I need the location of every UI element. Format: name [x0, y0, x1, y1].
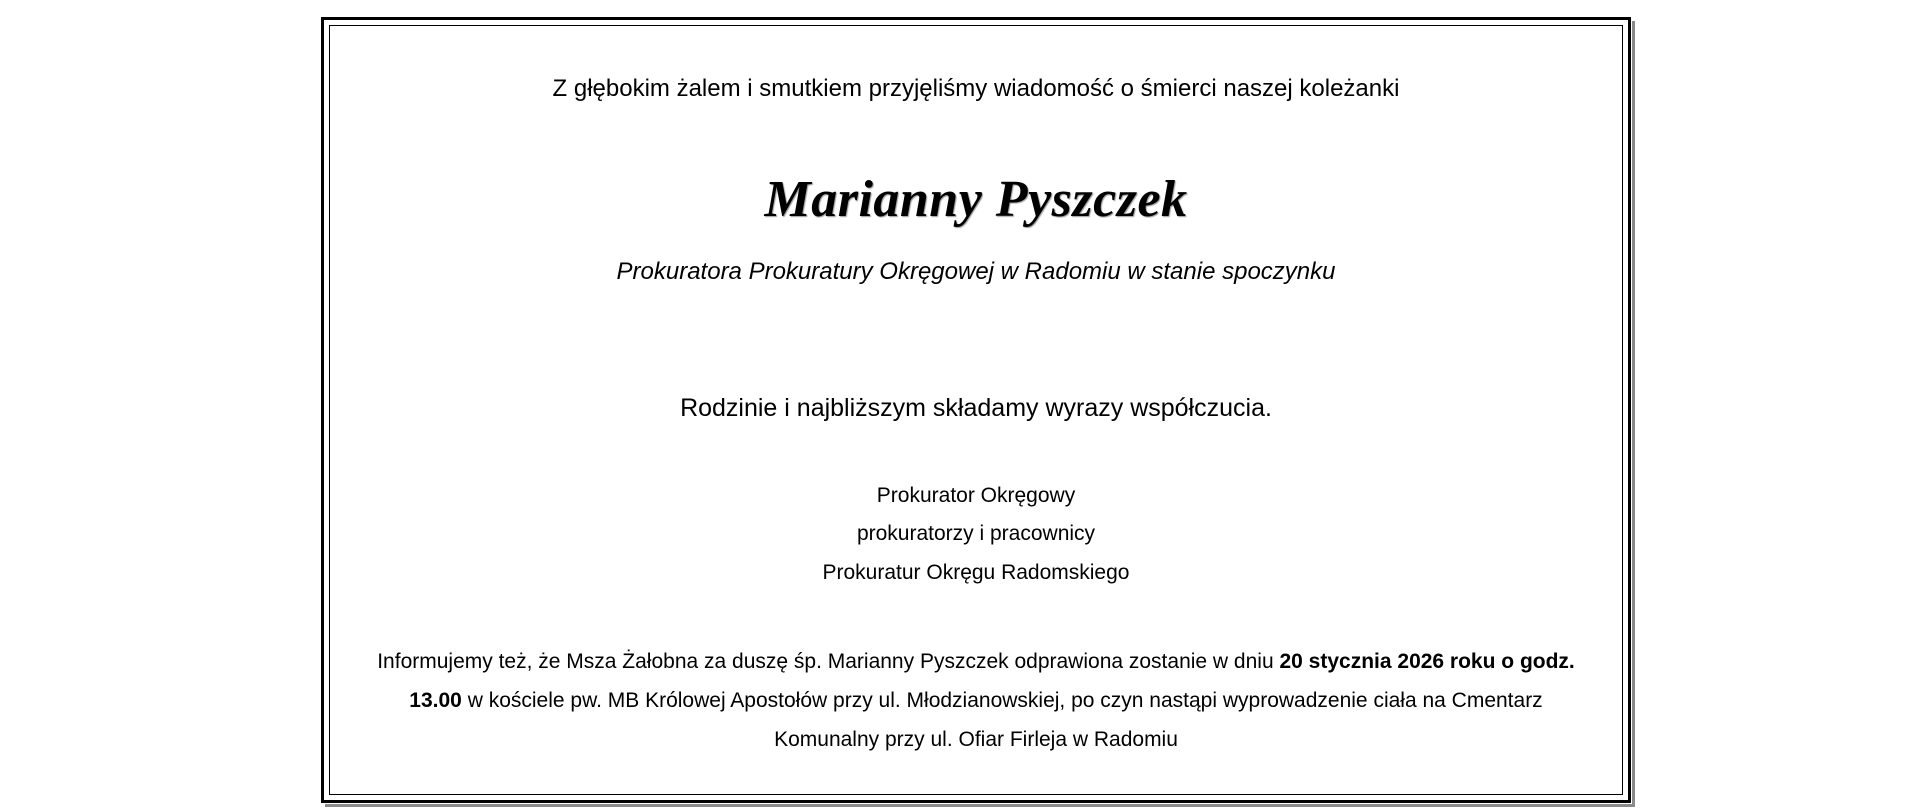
signature-line: prokuratorzy i pracownicy: [856, 522, 1096, 545]
deceased-name: Marianny Pyszczek: [764, 171, 1188, 228]
deceased-position: Prokuratora Prokuratury Okręgowej w Radomiu w stanie spoczynku: [616, 258, 1336, 285]
obituary-frame: [321, 17, 1631, 803]
funeral-info: [334, 642, 1618, 759]
signature-line: Prokuratur Okręgu Radomskiego: [822, 561, 1130, 584]
funeral-cemetery-text: Komunalny przy ul. Ofiar Firleja w Radomiu: [774, 728, 1178, 751]
funeral-time: 13.00: [409, 689, 462, 712]
funeral-location-text: w kościele pw. MB Królowej Apostołów przy ul. Młodzianowskiej, po czyn nastąpi wyprowadzenie ciała na Cmentarz: [461, 689, 1543, 712]
intro-text: Z głębokim żalem i smutkiem przyjęliśmy wiadomość o śmierci naszej koleżanki: [552, 75, 1400, 102]
signature-line: Prokurator Okręgowy: [876, 484, 1076, 507]
condolences-text: Rodzinie i najbliższym składamy wyrazy współczucia.: [680, 394, 1272, 422]
funeral-date: 20 stycznia 2026 roku o godz.: [1279, 650, 1575, 673]
funeral-info-text: Informujemy też, że Msza Żałobna za duszę śp. Marianny Pyszczek odprawiona zostanie w dniu: [377, 650, 1280, 673]
